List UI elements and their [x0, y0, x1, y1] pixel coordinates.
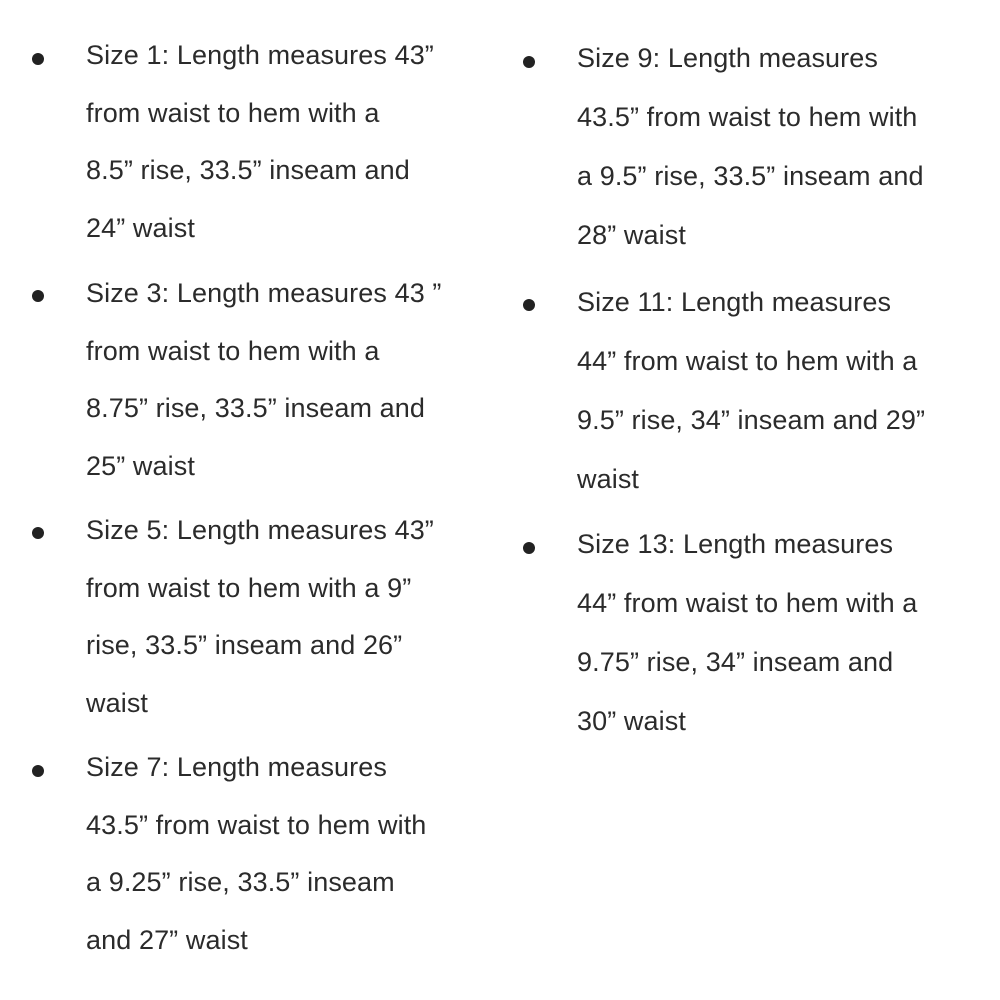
item-line: 28” waist	[577, 220, 686, 250]
item-line: Size 11: Length measures	[577, 287, 892, 317]
item-line: 9.5” rise, 34” inseam and 29”	[577, 405, 926, 435]
item-line: from waist to hem with a 9”	[86, 573, 412, 603]
item-line: 9.75” rise, 34” inseam and	[577, 647, 894, 677]
item-line: a 9.5” rise, 33.5” inseam and	[577, 161, 924, 191]
bullet-icon	[32, 290, 44, 302]
bullet-icon	[32, 527, 44, 539]
item-line: Size 13: Length measures	[577, 529, 894, 559]
item-line: 25” waist	[86, 451, 195, 481]
item-line: Size 1: Length measures 43”	[86, 40, 434, 70]
bullet-icon	[32, 765, 44, 777]
item-line: waist	[86, 688, 149, 718]
bullet-icon	[523, 56, 535, 68]
item-line: 8.75” rise, 33.5” inseam and	[86, 393, 425, 423]
item-line: 43.5” from waist to hem with	[577, 102, 918, 132]
item-line: Size 7: Length measures	[86, 752, 387, 782]
item-line: Size 3: Length measures 43 ”	[86, 278, 442, 308]
item-line: 24” waist	[86, 213, 195, 243]
item-line: 43.5” from waist to hem with	[86, 810, 427, 840]
item-line: 44” from waist to hem with a	[577, 588, 918, 618]
item-line: waist	[577, 464, 640, 494]
item-line: from waist to hem with a	[86, 336, 380, 366]
item-line: 44” from waist to hem with a	[577, 346, 918, 376]
item-line: and 27” waist	[86, 925, 248, 955]
item-line: Size 9: Length measures	[577, 43, 878, 73]
item-line: 8.5” rise, 33.5” inseam and	[86, 155, 410, 185]
item-line: from waist to hem with a	[86, 98, 380, 128]
item-line: a 9.25” rise, 33.5” inseam	[86, 867, 395, 897]
item-line: Size 5: Length measures 43”	[86, 515, 434, 545]
bullet-icon	[32, 53, 44, 65]
bullet-icon	[523, 542, 535, 554]
bullet-icon	[523, 299, 535, 311]
item-line: 30” waist	[577, 706, 686, 736]
item-line: rise, 33.5” inseam and 26”	[86, 630, 403, 660]
